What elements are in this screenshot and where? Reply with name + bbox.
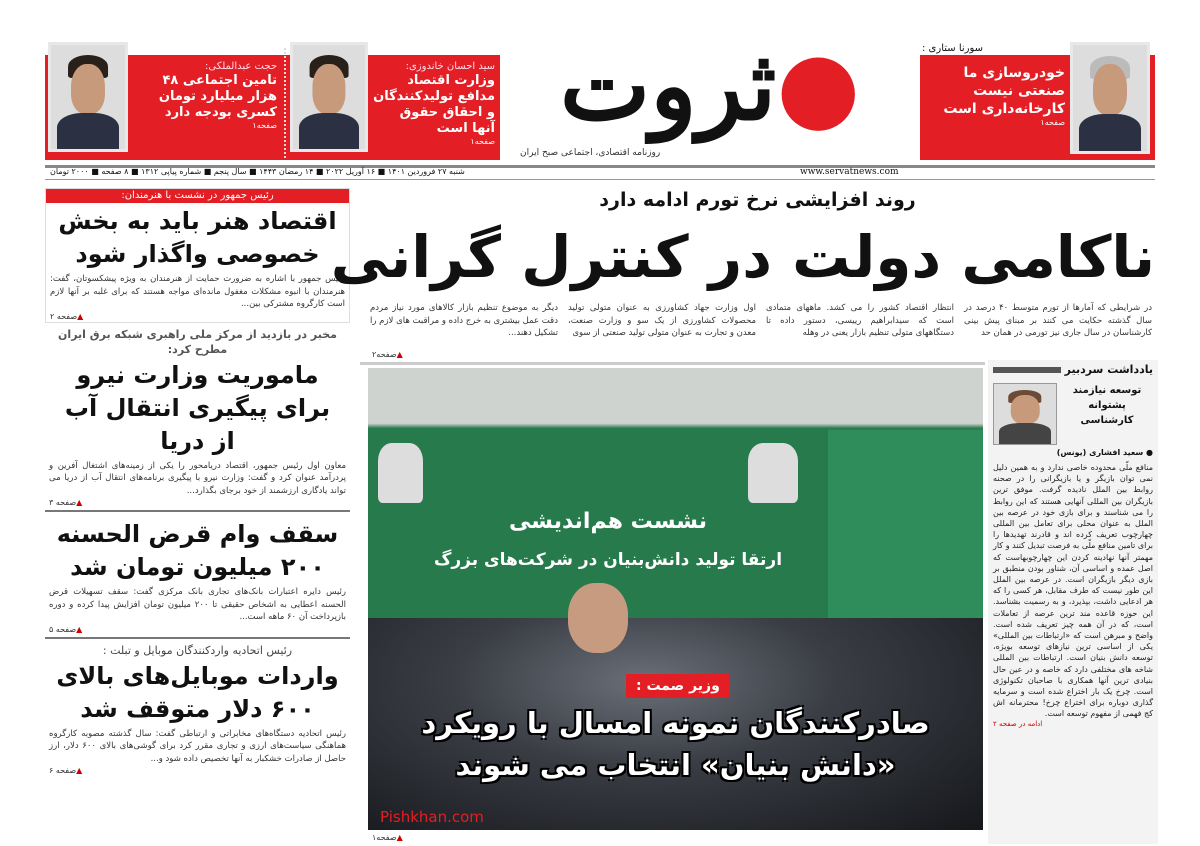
story-body: رئیس دایره اعتبارات بانک‌های تجاری بانک مرکزی گفت: سقف تسهیلات قرض الحسنه اعطایی به اشخاص حقیقی تا ۲۰۰ میلیون تومان افزایش پیدا کرده و دوره بازپرداخت آن ۶۰ ماهه است... — [49, 587, 346, 622]
divider — [45, 637, 350, 639]
editorial-author: ● سعید افشاری (یونس) — [1056, 448, 1153, 457]
story-water-transfer[interactable] — [45, 327, 350, 513]
author-photo — [993, 383, 1057, 445]
editorial-body: منافع ملّی محدوده خاصی ندارد و به همین دلیل نمی توان بازیگر و یا بازیگرانی را در صحنه روابط بین الملل نادیده گرفت. موفق ترین بازیگران بین المللی آنهایی هستند که این روابط را می شناسند و برای بازی خود در عرصه بین الملل به عنوان محلی برای تعامل بین المللی چهارچوب تعریف کرده اند و قادرند تهدیدها را برای تامین منافع ملّی به فرصت تبدیل کنند و کار مهمتر آنها نهادینه کردن این چهارچوبهاست که اصل عمده و اساسی آن، شناور بودن منطبق بر بازی دیگر بازیگران است. در عرصه بین الملل این طور نیست که طرف مقابل، هر کسی را که هر ادعایی داشت، بپذیرد، و به رسمیت بشناسد. این حوزه قاعده مند ترین عرصه از تعاملات است، که در آن همه چیز تعریف شده است. واضح و مبرهن است که «ارتباطات بین المللی» یکی از اساسی ترین نیازهای توسعه بویژه، توسعه دانش بنیان است. ارتباطات بین المللی شاخه های مختلفی دارد که خاصه و در عین حال بنیادی ترین آنها همکاری با صاحبان تکنولوژی است. چرخ یک بار اختراع شده است و سرمایه گذاری دوباره برای اختراع چرخ! محترمانه اش کج فهمی از مفهوم توسعه است. — [993, 463, 1153, 719]
story-loan-ceiling[interactable] — [45, 516, 350, 639]
photo-headline: صادرکنندگان نمونه امسال با رویکرد «دانش بنیان» انتخاب می شوند — [421, 706, 930, 782]
portrait-abdolmaleki — [48, 42, 128, 152]
main-column-1: در شرایطی که آمارها از تورم متوسط ۴۰ درصد در سال گذشته حکایت می کنند بر مبنای پیش بینی کارشناسان در سال جاری نیز تورمی در همان حد — [964, 303, 1152, 338]
main-headline[interactable]: ناکامی دولت در کنترل گرانی — [330, 223, 1155, 291]
story-mobile-imports[interactable] — [45, 643, 350, 777]
story-headline: اقتصاد هنر باید به بخش خصوصی واگذار شود — [58, 207, 337, 268]
teaser-headline: وزارت اقتصاد مدافع تولیدکنندگان و احقاق حقوق آنها است — [373, 73, 495, 136]
photo-page-ref: ▲صفحه۱ — [372, 833, 403, 842]
teaser-headline: خودروسازی ما صنعتی نیست کارخانه‌داری است — [943, 65, 1065, 117]
minister-figure — [568, 583, 628, 653]
watermark: Pishkhan.com — [380, 808, 484, 826]
editorial-section: یادداشت سردبیر — [993, 363, 1153, 377]
teaser-page-ref: صفحه۱ — [470, 137, 495, 146]
banner-title: نشست هم‌اندیشی — [509, 509, 707, 534]
main-kicker: روند افزایشی نرخ تورم ادامه دارد — [599, 189, 916, 211]
story-art-economy[interactable] — [45, 188, 350, 323]
teaser-3[interactable] — [920, 57, 1070, 159]
story-body: رئیس اتحادیه دستگاه‌های مخابراتی و ارتباطی گفت: سال گذشته مصوبه کارگروه هماهنگی سیاست‌های ارزی و تجاری مقرر کرد برای گوشی‌های بالای ۶۰۰ دلار، ارز حاصل از صادرات خشکبار به آنها تخصیص داده شود و... — [49, 728, 346, 764]
teaser-2[interactable] — [368, 57, 500, 159]
editorial-continued: ادامه در صفحه ۲ — [993, 719, 1043, 728]
banner-subtitle: ارتقا تولید دانش‌بنیان در شرکت‌های بزرگ — [433, 550, 783, 570]
page-ref: ▲صفحه ۵ — [49, 624, 83, 634]
page-ref: ▲صفحه ۶ — [49, 766, 83, 775]
page-ref: ▲صفحه ۳ — [49, 498, 83, 507]
main-page-ref: ▲صفحه۲ — [372, 350, 403, 359]
teaser-kicker: حجت عبدالملکی: — [204, 61, 277, 72]
dateline: شنبه ۲۷ فروردین ۱۴۰۱ ■ ۱۶ آوریل ۲۰۲۲ ■ ۱۴ رمضان ۱۴۴۳ ■ سال پنجم ■ شماره پیاپی ۱۳۱۲ ■ ۸ صفحه ■ ۲۰۰۰ تومان — [50, 167, 465, 176]
story-kicker: مخبر در بازدید از مرکز ملی راهبری شبکه برق ایران مطرح کرد: — [58, 327, 337, 356]
website-link[interactable]: www.servatnews.com — [800, 167, 899, 177]
story-kicker: رئیس جمهور در نشست با هنرمندان: — [46, 189, 349, 203]
story-headline: واردات موبایل‌های بالای ۶۰۰ دلار متوقف شد — [56, 661, 339, 723]
divider — [284, 48, 287, 158]
main-column-4: دیگر به موضوع تنظیم بازار کالاهای مورد نیاز مردم دقت عمل بیشتری به خرج داده و مراقبت های لازم را تشکیل دهند... — [370, 303, 558, 338]
editorial-title: توسعه نیازمند پشتوانه کارشناسی — [1072, 385, 1142, 426]
story-headline: ماموریت وزارت نیرو برای پیگیری انتقال آب از دریا — [64, 360, 331, 455]
newspaper-logo: ●ثروت — [559, 29, 861, 142]
portrait-poster — [748, 443, 798, 503]
main-column-3: اول وزارت جهاد کشاورزی به عنوان متولی تولید محصولات کشاورزی از یک سو و وزارت صنعت، معدن و تجارت به عنوان متولی تولید صنعتی از سوی — [568, 303, 756, 338]
portrait-sattari — [1070, 42, 1150, 154]
teaser-page-ref: صفحه۱ — [1040, 118, 1065, 127]
main-column-2: انتظار اقتصاد کشور را می کشد. ماههای متمادی است که سیدابراهیم رییسی، دستور داده تا دستگاههای متولی تنظیم بازار یعنی در وهله — [766, 303, 954, 338]
story-kicker: رئیس اتحادیه واردکنندگان موبایل و تبلت : — [102, 643, 293, 657]
story-body: معاون اول رئیس جمهور، اقتصاد دریامحور را یکی از زمینه‌های اشتغال آفرین و پردرآمد عنوان کرد و گفت: وزارت نیرو با پیگیری برنامه‌های انتقال آب از دریا می تواند یادگاری ارزشمند از خود برجای بگذارد... — [49, 460, 346, 496]
portrait-poster — [378, 443, 423, 503]
photo-kicker: وزیر صمت : — [626, 674, 730, 698]
photo-story[interactable] — [368, 368, 983, 830]
teaser-kicker: سید احسان خاندوزی: — [405, 61, 495, 72]
divider — [360, 362, 985, 365]
story-body: رئیس جمهور با اشاره به ضرورت حمایت از هنرمندان به ویژه پیشکسوتان، گفت: هنرمندان با انبوه مشکلات مغفول مانده‌ای مواجه هستند که برای غلبه بر آنها لازم است کارگروه مشترکی بین... — [50, 274, 345, 309]
divider — [45, 510, 350, 512]
teaser-1[interactable] — [130, 57, 282, 159]
teaser-page-ref: صفحه۱ — [252, 121, 277, 130]
story-headline: سقف وام قرض الحسنه ۲۰۰ میلیون تومان شد — [56, 520, 339, 581]
editorial-column[interactable] — [988, 360, 1158, 844]
teaser-kicker: سورنا ستاری : — [922, 43, 984, 54]
tagline: روزنامه اقتصادی، اجتماعی صبح ایران — [520, 148, 661, 158]
left-column — [45, 188, 350, 780]
portrait-khandouzi — [290, 42, 368, 152]
teaser-headline: تامین اجتماعی ۴۸ هزار میلیارد تومان کسری بودجه دارد — [158, 73, 277, 120]
page-ref: ▲صفحه ۲ — [50, 311, 84, 321]
